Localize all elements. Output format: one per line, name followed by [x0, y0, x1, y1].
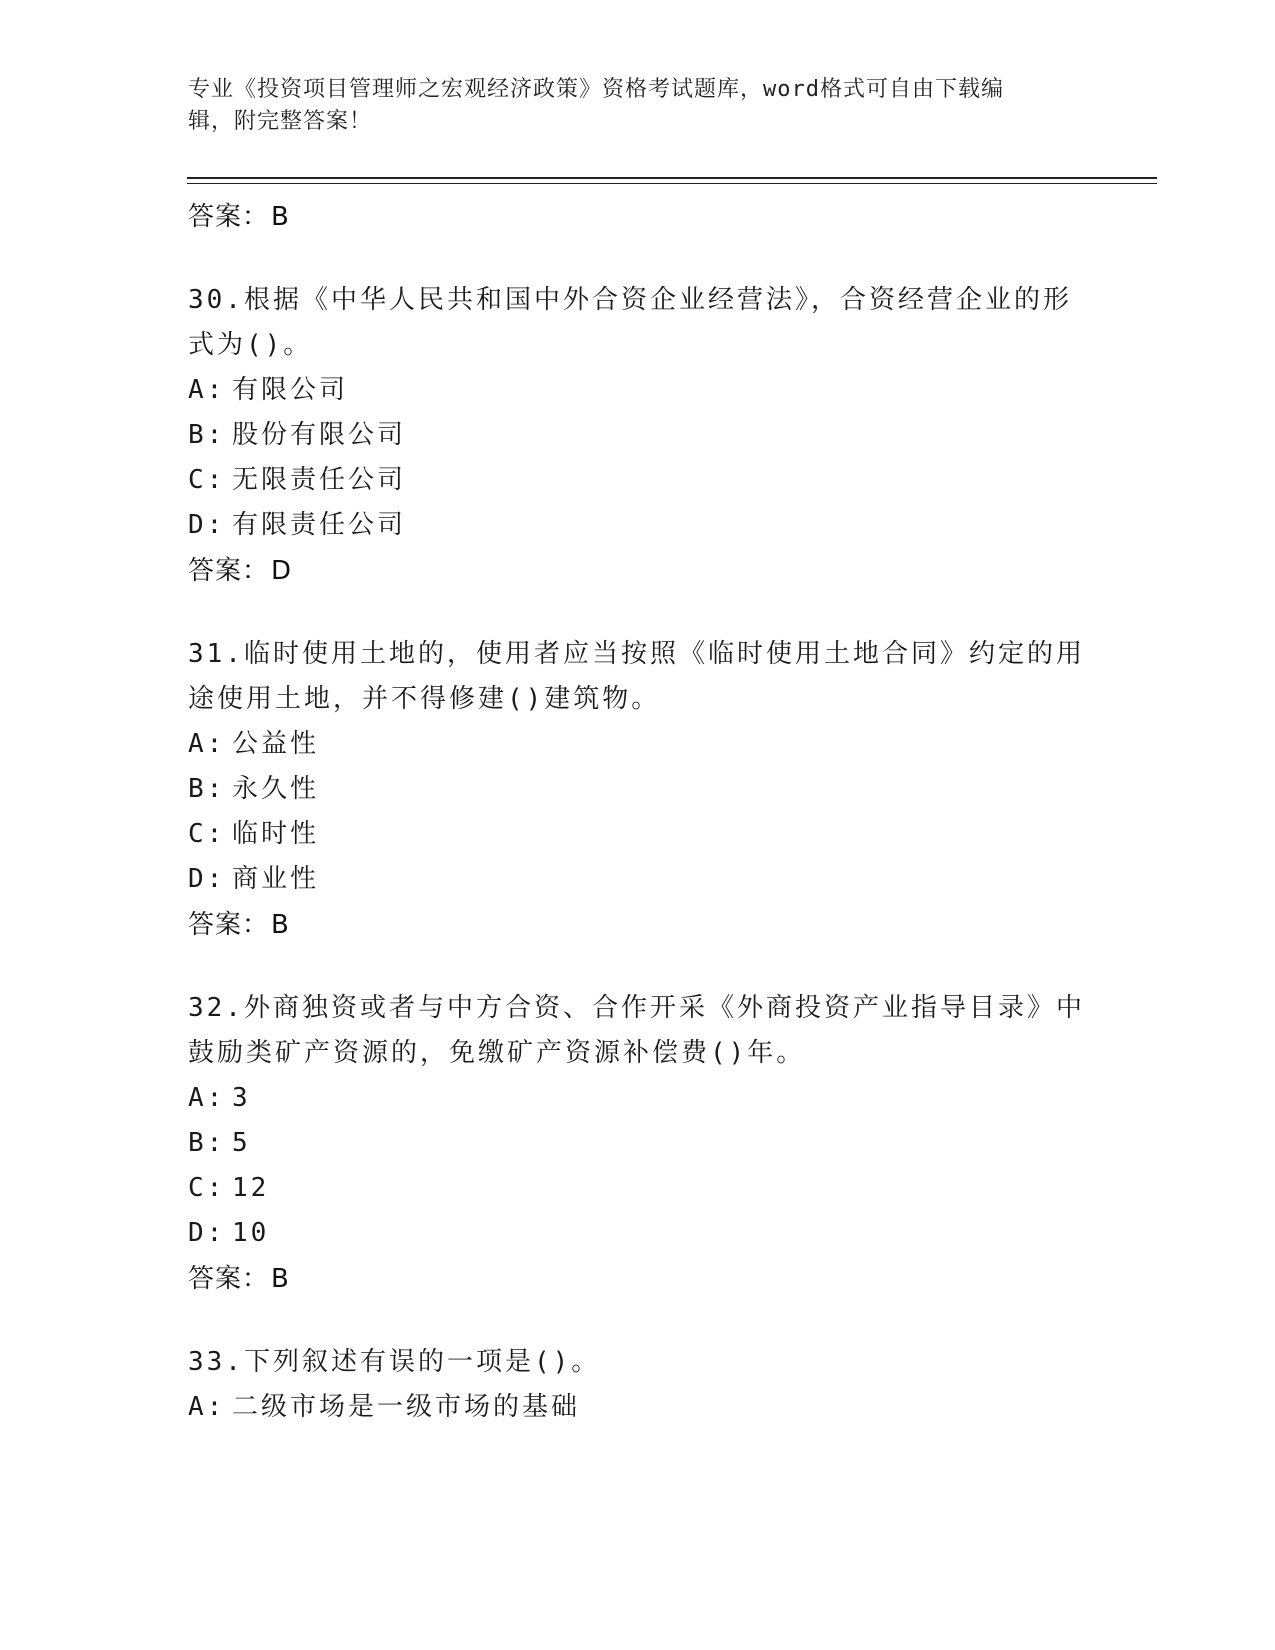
answer-option [188, 413, 1088, 458]
option-key: B: [188, 420, 226, 450]
answer-line [188, 902, 1088, 948]
option-key: A: [188, 729, 226, 759]
question-text: 31.临时使用土地的，使用者应当按照《临时使用土地合同》约定的用途使用土地，并不得修建()建筑物。 [188, 639, 1085, 714]
header-divider-thick [187, 177, 1157, 179]
answer-option [188, 722, 1088, 767]
option-key: C: [188, 819, 226, 849]
answer-label: 答案： [188, 910, 270, 940]
answer-option [188, 1076, 1088, 1121]
answer-value: D [271, 556, 293, 586]
answer-label: 答案： [188, 202, 270, 232]
answer-value: B [271, 202, 290, 232]
option-text: 5 [232, 1128, 251, 1158]
answer-option [188, 368, 1088, 413]
answer-option [188, 1121, 1088, 1166]
header-divider-thin [187, 183, 1157, 184]
option-key: A: [188, 375, 226, 405]
answer-option [188, 1166, 1088, 1211]
option-text: 有限责任公司 [232, 510, 407, 540]
answer-label: 答案： [188, 556, 270, 586]
question-text: 30.根据《中华人民共和国中外合资企业经营法》，合资经营企业的形式为()。 [188, 285, 1072, 360]
option-text: 永久性 [232, 774, 320, 804]
answer-option [188, 767, 1088, 812]
question-block [188, 986, 1088, 1302]
answer-line [188, 194, 1088, 240]
answer-option [188, 1385, 1088, 1430]
answer-label: 答案： [188, 1264, 270, 1294]
question-block [188, 278, 1088, 594]
option-text: 10 [232, 1218, 270, 1248]
option-text: 临时性 [232, 819, 320, 849]
header-line-1: 专业《投资项目管理师之宏观经济政策》资格考试题库，word格式可自由下载编 [188, 77, 1004, 102]
option-key: A: [188, 1392, 226, 1422]
answer-option [188, 857, 1088, 902]
option-text: 有限公司 [232, 375, 349, 405]
option-key: B: [188, 1128, 226, 1158]
option-text: 二级市场是一级市场的基础 [232, 1392, 581, 1422]
questions-container [188, 278, 1088, 1430]
answer-value: B [271, 1264, 290, 1294]
question-text: 32.外商独资或者与中方合资、合作开采《外商投资产业指导目录》中鼓励类矿产资源的，免缴矿产资源补偿费()年。 [188, 993, 1085, 1068]
option-key: C: [188, 465, 226, 495]
document-header [188, 74, 1088, 138]
option-text: 12 [232, 1173, 270, 1203]
option-text: 商业性 [232, 864, 320, 894]
answer-option [188, 458, 1088, 503]
option-text: 股份有限公司 [232, 420, 407, 450]
answer-line [188, 1256, 1088, 1302]
header-line-2: 辑，附完整答案！ [188, 109, 373, 134]
option-key: D: [188, 864, 226, 894]
answer-value: B [271, 910, 290, 940]
answer-line [188, 548, 1088, 594]
question-block [188, 632, 1088, 948]
question-list [188, 188, 1088, 1430]
option-text: 公益性 [232, 729, 320, 759]
answer-option [188, 1211, 1088, 1256]
answer-option [188, 503, 1088, 548]
option-text: 无限责任公司 [232, 465, 407, 495]
question-text: 33.下列叙述有误的一项是()。 [188, 1347, 601, 1377]
question-block [188, 1340, 1088, 1430]
option-key: C: [188, 1173, 226, 1203]
option-key: D: [188, 1218, 226, 1248]
answer-option [188, 812, 1088, 857]
option-key: D: [188, 510, 226, 540]
option-text: 3 [232, 1083, 251, 1113]
option-key: B: [188, 774, 226, 804]
option-key: A: [188, 1083, 226, 1113]
